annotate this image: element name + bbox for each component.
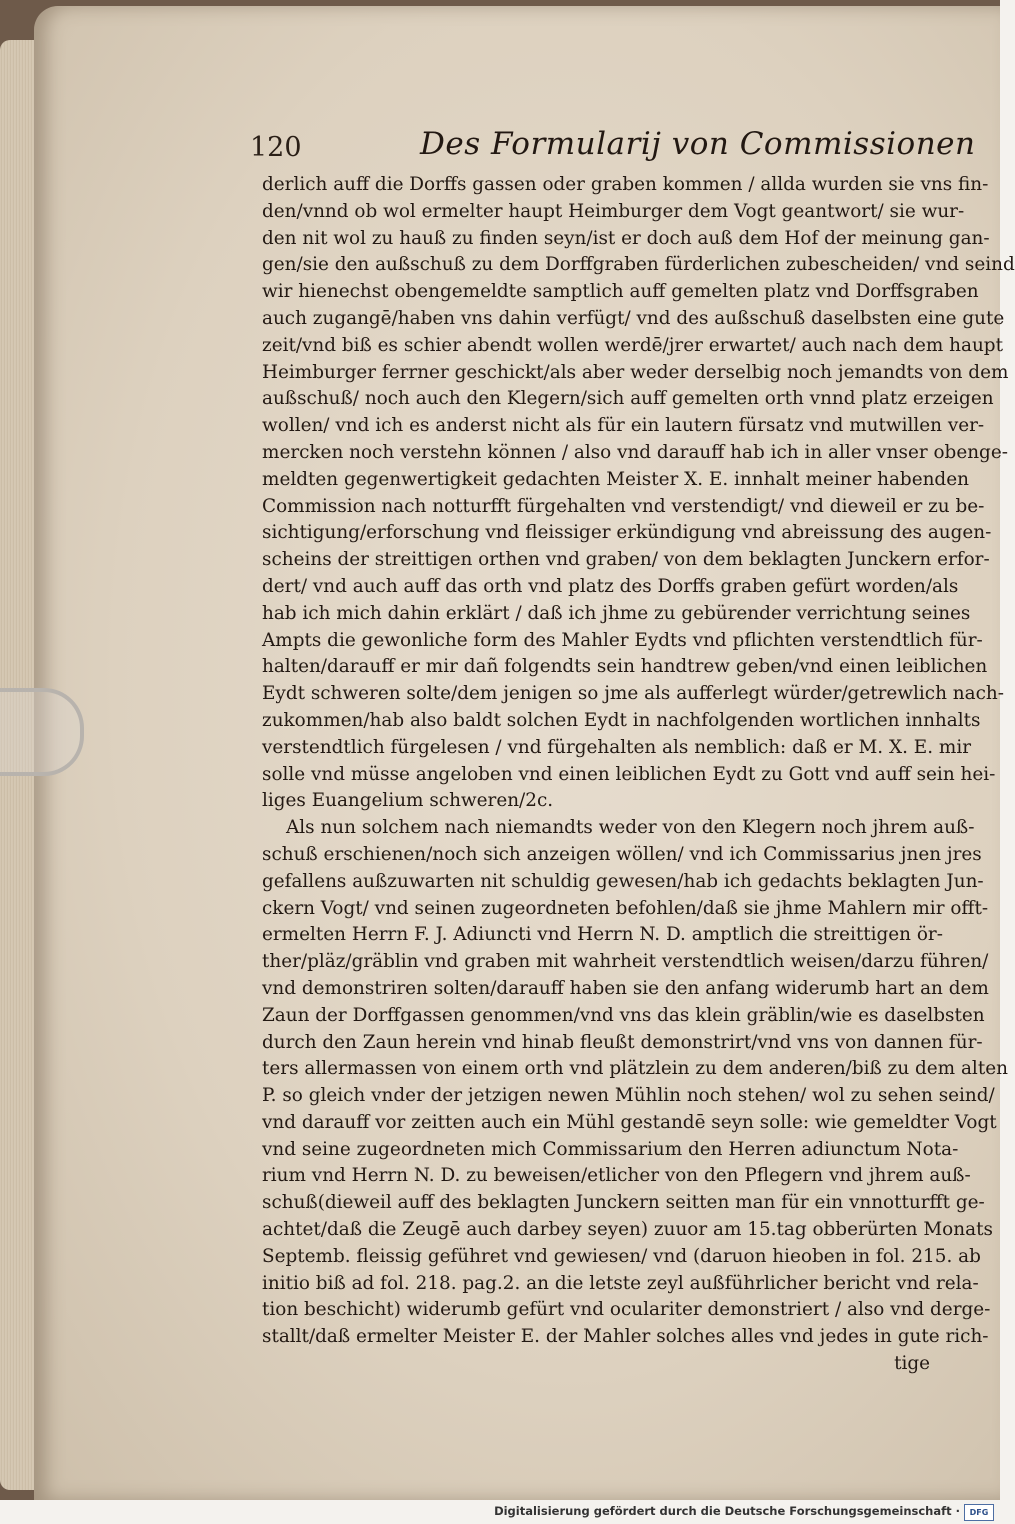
text-line: verstendtlich fürgelesen / vnd fürgehalten als nemblich: daß er M. X. E. mir xyxy=(262,736,972,758)
text-line: außschuß/ noch auch den Klegern/sich auff gemelten orth vnnd platz erzeigen xyxy=(262,388,994,410)
text-line: stallt/daß ermelter Meister E. der Mahler solches alles vnd jedes in gute rich- xyxy=(262,1326,989,1348)
text-line: Als nun solchem nach niemandts weder von den Klegern noch jhrem auß- xyxy=(286,817,975,839)
text-line: gen/sie den außschuß zu dem Dorffgraben fürderlichen zubescheiden/ vnd seind xyxy=(262,254,1015,276)
text-line: schuß erschienen/noch sich anzeigen wöllen/ vnd ich Commissarius jnen jres xyxy=(262,843,982,865)
text-line: den nit wol zu hauß zu finden seyn/ist er doch auß dem Hof der meinung gan- xyxy=(262,227,990,249)
text-line: durch den Zaun herein vnd hinab fleußt demonstrirt/vnd vns von dannen für- xyxy=(262,1031,983,1053)
text-line: vnd seine zugeordneten mich Commissarium den Herren adiunctum Nota- xyxy=(262,1138,959,1160)
text-line: Ampts die gewonliche form des Mahler Eydts vnd pflichten verstendtlich für- xyxy=(262,629,983,651)
page-number: 120 xyxy=(250,132,302,163)
text-line: vnd demonstriren solten/darauff haben sie den anfang widerumb hart an dem xyxy=(262,977,989,999)
text-line: hab ich mich dahin erklärt / daß ich jhme zu gebürender verrichtung seines xyxy=(262,602,971,624)
text-line: sichtigung/erforschung vnd fleissiger erkündigung vnd abreissung des augen- xyxy=(262,522,992,544)
footer-bar xyxy=(0,1500,1000,1524)
text-line: tige xyxy=(894,1353,930,1375)
text-line: initio biß ad fol. 218. pag.2. an die letste zeyl außführlicher bericht vnd rela- xyxy=(262,1272,979,1294)
text-line: zeit/vnd biß es schier abendt wollen werdē/jrer erwartet/ auch nach dem haupt xyxy=(262,334,1003,356)
text-line: ermelten Herrn F. J. Adiuncti vnd Herrn N. D. amptlich die streittigen ör- xyxy=(262,924,943,946)
text-line: meldten gegenwertigkeit gedachten Meister X. E. innhalt meiner habenden xyxy=(262,468,969,490)
text-line: wollen/ vnd ich es anderst nicht als für ein lautern fürsatz vnd mutwillen ver- xyxy=(262,415,985,437)
text-line: halten/darauff er mir dañ folgendts sein handtrew geben/vnd einen leiblichen xyxy=(262,656,988,678)
text-line: rium vnd Herrn N. D. zu beweisen/etlicher von den Pflegern vnd jhrem auß- xyxy=(262,1165,971,1187)
body-text xyxy=(262,172,1015,1378)
text-line: solle vnd müsse angeloben vnd einen leiblichen Eydt zu Gott vnd auff sein hei- xyxy=(262,763,996,785)
text-line: mercken noch verstehn können / also vnd darauff hab ich in aller vnser obenge- xyxy=(262,441,1008,463)
text-line: wir hienechst obengemeldte samptlich auff gemelten platz vnd Dorffsgraben xyxy=(262,281,979,303)
text-line: den/vnnd ob wol ermelter haupt Heimburger dem Vogt geantwort/ sie wur- xyxy=(262,200,965,222)
text-line: Commission nach notturfft fürgehalten vnd verstendigt/ vnd dieweil er zu be- xyxy=(262,495,985,517)
text-line: gefallens außzuwarten nit schuldig gewesen/hab ich gedachts beklagten Jun- xyxy=(262,870,984,892)
text-line: zukommen/hab also baldt solchen Eydt in nachfolgenden wortlichen innhalts xyxy=(262,709,981,731)
text-line: derlich auff die Dorffs gassen oder graben kommen / allda wurden sie vns fin- xyxy=(262,174,989,195)
text-line: vnd darauff vor zeitten auch ein Mühl gestandē seyn solle: wie gemeldter Vogt xyxy=(262,1111,997,1133)
running-title: Des Formularij von Commissionen xyxy=(420,126,976,162)
text-line: dert/ vnd auch auff das orth vnd platz des Dorffs graben gefürt worden/als xyxy=(262,575,959,597)
text-line: Heimburger ferrner geschickt/als aber weder derselbig noch jemandts von dem xyxy=(262,361,1009,383)
text-line: Eydt schweren solte/dem jenigen so jme als aufferlegt würder/getrewlich nach- xyxy=(262,683,1004,705)
text-line: schuß(dieweil auff des beklagten Junckern seitten man für ein vnnotturfft ge- xyxy=(262,1192,985,1214)
text-line: achtet/daß die Zeugē auch darbey seyen) zuuor am 15.tag obberürten Monats xyxy=(262,1219,993,1241)
text-line: scheins der streittigen orthen vnd graben/ von dem beklagten Junckern erfor- xyxy=(262,549,990,571)
text-line: Septemb. fleissig geführet vnd gewiesen/ vnd (daruon hieoben in fol. 215. ab xyxy=(262,1245,981,1267)
text-line: tion beschicht) widerumb gefürt vnd oculariter demonstriert / also vnd derge- xyxy=(262,1299,991,1321)
text-line: P. so gleich vnder der jetzigen newen Mühlin noch stehen/ wol zu sehen seind/ xyxy=(262,1085,995,1107)
text-line: liges Euangelium schweren/2c. xyxy=(262,790,554,812)
text-line: ther/pläz/gräblin vnd graben mit wahrheit verstendtlich weisen/darzu führen/ xyxy=(262,951,989,973)
digitization-credit: Digitalisierung gefördert durch die Deutsche Forschungsgemeinschaft · xyxy=(494,1504,960,1518)
text-line: ckern Vogt/ vnd seinen zugeordneten befohlen/daß sie jhme Mahlern mir offt- xyxy=(262,897,989,919)
dfg-logo-icon: DFG xyxy=(964,1504,994,1521)
page-clip xyxy=(0,688,84,776)
page-header xyxy=(250,126,976,170)
text-line: auch zugangē/haben vns dahin verfügt/ vnd des außschuß daselbsten eine gute xyxy=(262,307,1005,329)
text-line: ters allermassen von einem orth vnd plätzlein zu dem anderen/biß zu dem alten xyxy=(262,1058,1008,1080)
text-line: Zaun der Dorffgassen genommen/vnd vns das klein gräblin/wie es daselbsten xyxy=(262,1004,985,1026)
